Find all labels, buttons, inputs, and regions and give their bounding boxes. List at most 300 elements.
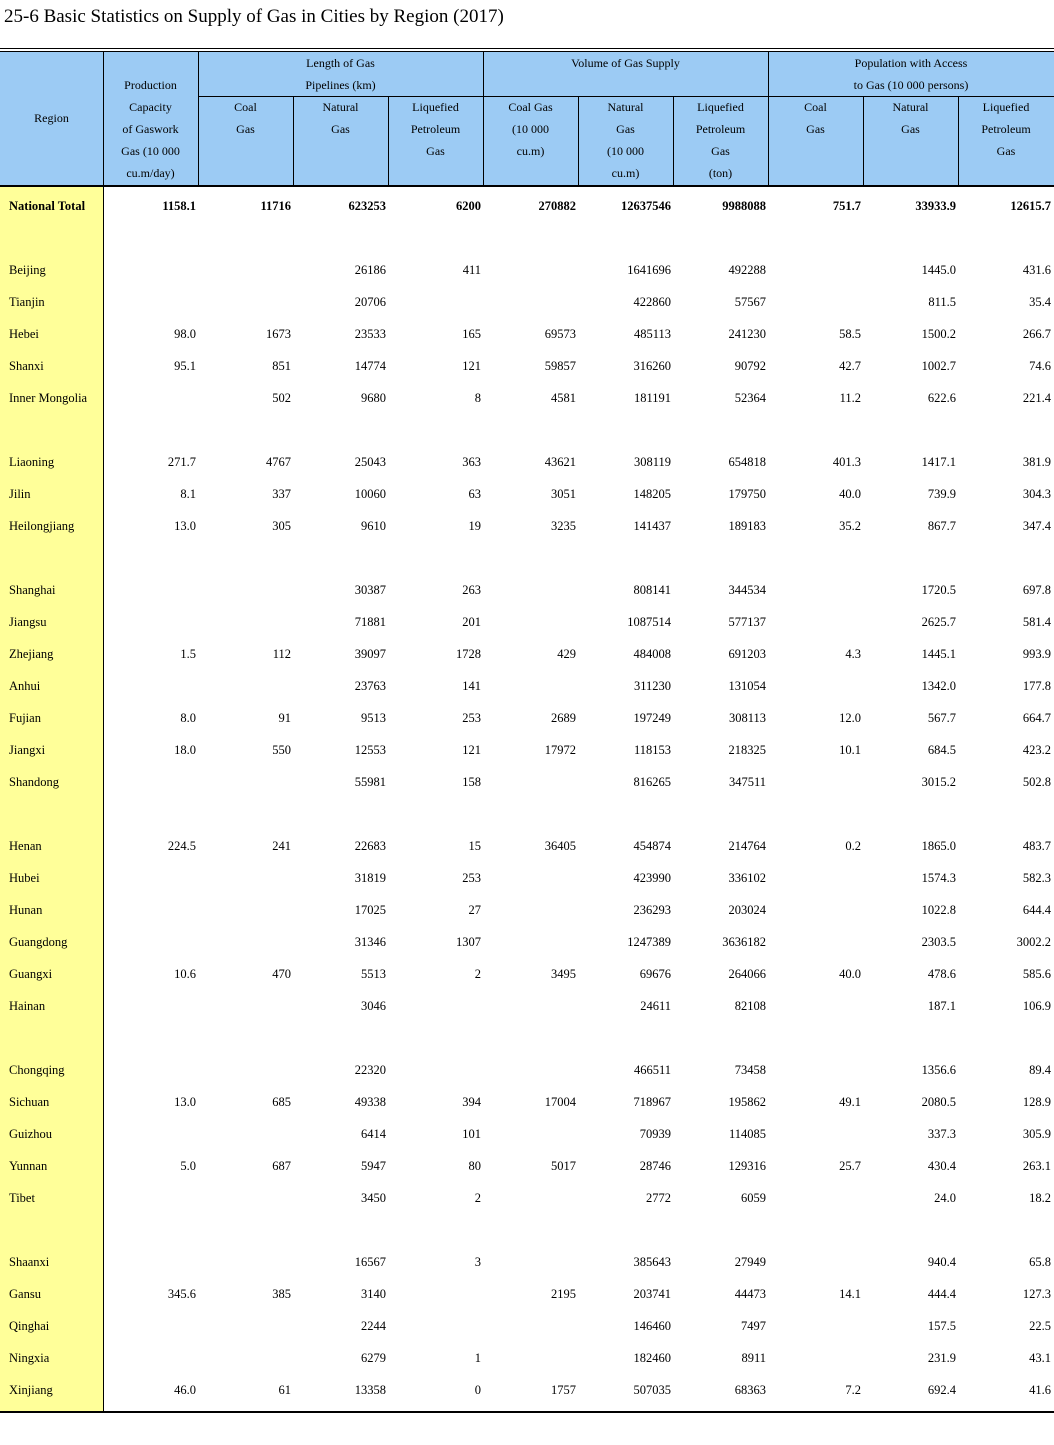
value-cell: 345.6 (167, 1287, 196, 1301)
value-cell: 231.9 (927, 1351, 956, 1365)
value-cell: 691203 (728, 647, 766, 661)
value-cell: 263.1 (1022, 1159, 1051, 1173)
value-cell: 8 (474, 391, 481, 405)
value-cell: 502.8 (1022, 775, 1051, 789)
table-row (0, 515, 1054, 537)
value-cell: 10.1 (839, 743, 861, 757)
table-row (0, 867, 1054, 889)
value-cell: 195862 (728, 1095, 766, 1109)
value-cell: 1.5 (180, 647, 196, 661)
value-cell: 3450 (361, 1191, 386, 1205)
value-cell: 146460 (633, 1319, 671, 1333)
value-cell: 429 (557, 647, 576, 661)
header-supply-lpg (673, 96, 768, 184)
value-cell: 3046 (361, 999, 386, 1013)
header-line: cu.m) (516, 144, 545, 158)
table-row-national-total (0, 195, 1054, 217)
value-cell: 9988088 (722, 199, 766, 213)
value-cell: 1641696 (627, 263, 671, 277)
value-cell: 69676 (639, 967, 671, 981)
value-cell: 17972 (544, 743, 576, 757)
value-cell: 5513 (361, 967, 386, 981)
header-pop-coal (768, 96, 863, 140)
value-cell: 4767 (266, 455, 291, 469)
value-cell: 316260 (633, 359, 671, 373)
value-cell: 101 (462, 1127, 481, 1141)
value-cell: 65.8 (1029, 1255, 1051, 1269)
value-cell: 59857 (544, 359, 576, 373)
value-cell: 71881 (354, 615, 386, 629)
value-cell: 39097 (354, 647, 386, 661)
region-name: Heilongjiang (9, 519, 75, 533)
value-cell: 197249 (633, 711, 671, 725)
value-cell: 8911 (741, 1351, 766, 1365)
value-cell: 264066 (728, 967, 766, 981)
value-cell: 129316 (728, 1159, 766, 1173)
value-cell: 483.7 (1022, 839, 1051, 853)
value-cell: 4581 (551, 391, 576, 405)
value-cell: 13358 (354, 1383, 386, 1397)
value-cell: 271.7 (167, 455, 196, 469)
value-cell: 41.6 (1029, 1383, 1051, 1397)
value-cell: 0 (474, 1383, 481, 1397)
value-cell: 46.0 (174, 1383, 196, 1397)
region-name: Shandong (9, 775, 59, 789)
value-cell: 2689 (551, 711, 576, 725)
table-row (0, 483, 1054, 505)
value-cell: 344534 (728, 583, 766, 597)
value-cell: 347511 (728, 775, 766, 789)
value-cell: 57567 (734, 295, 766, 309)
value-cell: 12553 (354, 743, 386, 757)
value-cell: 423.2 (1022, 743, 1051, 757)
value-cell: 685 (272, 1095, 291, 1109)
table-row (0, 963, 1054, 985)
region-name: Shanghai (9, 583, 56, 597)
header-line: Coal Gas (508, 100, 553, 114)
value-cell: 2080.5 (921, 1095, 956, 1109)
value-cell: 381.9 (1022, 455, 1051, 469)
value-cell: 3002.2 (1016, 935, 1051, 949)
value-cell: 63 (468, 487, 481, 501)
value-cell: 69573 (544, 327, 576, 341)
header-line: Capacity (129, 100, 172, 114)
value-cell: 2772 (646, 1191, 671, 1205)
value-cell: 993.9 (1022, 647, 1051, 661)
region-name: Sichuan (9, 1095, 50, 1109)
value-cell: 1720.5 (921, 583, 956, 597)
value-cell: 8.0 (180, 711, 196, 725)
value-cell: 157.5 (927, 1319, 956, 1333)
value-cell: 177.8 (1022, 679, 1051, 693)
value-cell: 4.3 (845, 647, 861, 661)
header-line: Gas (616, 122, 635, 136)
header-line: Petroleum (410, 122, 461, 136)
value-cell: 36405 (544, 839, 576, 853)
region-name: Shaanxi (9, 1255, 50, 1269)
region-name: Fujian (9, 711, 41, 725)
value-cell: 1158.1 (162, 199, 196, 213)
region-name: National Total (9, 199, 86, 213)
value-cell: 1445.1 (921, 647, 956, 661)
value-cell: 13.0 (174, 1095, 196, 1109)
header-line: Natural (607, 100, 644, 114)
value-cell: 1673 (266, 327, 291, 341)
value-cell: 867.7 (927, 519, 956, 533)
value-cell: 31346 (354, 935, 386, 949)
region-name: Beijing (9, 263, 46, 277)
region-name: Jiangsu (9, 615, 47, 629)
value-cell: 114085 (728, 1127, 766, 1141)
value-cell: 49.1 (839, 1095, 861, 1109)
value-cell: 347.4 (1022, 519, 1051, 533)
value-cell: 40.0 (839, 967, 861, 981)
table-row (0, 291, 1054, 313)
value-cell: 15 (468, 839, 481, 853)
value-cell: 2303.5 (921, 935, 956, 949)
value-cell: 697.8 (1022, 583, 1051, 597)
value-cell: 940.4 (927, 1255, 956, 1269)
value-cell: 6059 (741, 1191, 766, 1205)
header-pipe-natural (293, 96, 388, 140)
header-line: Gas (236, 122, 255, 136)
value-cell: 13.0 (174, 519, 196, 533)
value-cell: 40.0 (839, 487, 861, 501)
value-cell: 363 (462, 455, 481, 469)
region-name: Qinghai (9, 1319, 50, 1333)
value-cell: 90792 (734, 359, 766, 373)
value-cell: 470 (272, 967, 291, 981)
value-cell: 6200 (456, 199, 481, 213)
value-cell: 121 (462, 743, 481, 757)
value-cell: 739.9 (927, 487, 956, 501)
value-cell: 3235 (551, 519, 576, 533)
value-cell: 121 (462, 359, 481, 373)
header-line: Coal (234, 100, 257, 114)
value-cell: 22.5 (1029, 1319, 1051, 1333)
value-cell: 82108 (734, 999, 766, 1013)
value-cell: 112 (272, 647, 291, 661)
value-cell: 1022.8 (921, 903, 956, 917)
value-cell: 305.9 (1022, 1127, 1051, 1141)
region-name: Xinjiang (9, 1383, 53, 1397)
value-cell: 241230 (728, 327, 766, 341)
value-cell: 18.0 (174, 743, 196, 757)
table-row (0, 1091, 1054, 1113)
value-cell: 8.1 (180, 487, 196, 501)
value-cell: 203024 (728, 903, 766, 917)
value-cell: 492288 (728, 263, 766, 277)
region-name: Shanxi (9, 359, 44, 373)
value-cell: 241 (272, 839, 291, 853)
value-cell: 22320 (354, 1063, 386, 1077)
header-line: Length of Gas (306, 56, 375, 70)
value-cell: 9610 (361, 519, 386, 533)
value-cell: 12615.7 (1010, 199, 1051, 213)
value-cell: 218325 (728, 743, 766, 757)
value-cell: 214764 (728, 839, 766, 853)
header-supply-natural (578, 96, 673, 184)
value-cell: 3051 (551, 487, 576, 501)
table-row (0, 771, 1054, 793)
value-cell: 58.5 (839, 327, 861, 341)
value-cell: 454874 (633, 839, 671, 853)
region-name: Guizhou (9, 1127, 53, 1141)
header-line: Pipelines (km) (305, 78, 376, 92)
value-cell: 19 (468, 519, 481, 533)
header-pipe-coal (198, 96, 293, 140)
table-row (0, 451, 1054, 473)
value-cell: 128.9 (1022, 1095, 1051, 1109)
value-cell: 2244 (361, 1319, 386, 1333)
value-cell: 582.3 (1022, 871, 1051, 885)
value-cell: 221.4 (1022, 391, 1051, 405)
value-cell: 2625.7 (921, 615, 956, 629)
table-row (0, 835, 1054, 857)
region-name: Jilin (9, 487, 31, 501)
value-cell: 14.1 (839, 1287, 861, 1301)
value-cell: 33933.9 (915, 199, 956, 213)
value-cell: 394 (462, 1095, 481, 1109)
value-cell: 444.4 (927, 1287, 956, 1301)
value-cell: 5947 (361, 1159, 386, 1173)
region-name: Hainan (9, 999, 46, 1013)
value-cell: 385643 (633, 1255, 671, 1269)
header-bottom-line (0, 185, 1054, 187)
value-cell: 17004 (544, 1095, 576, 1109)
header-line: (10 000 (607, 144, 644, 158)
table-row (0, 1187, 1054, 1209)
value-cell: 253 (462, 871, 481, 885)
value-cell: 1 (474, 1351, 481, 1365)
header-line: Gas (996, 144, 1016, 158)
value-cell: 25043 (354, 455, 386, 469)
value-cell: 478.6 (927, 967, 956, 981)
table-row (0, 931, 1054, 953)
value-cell: 423990 (633, 871, 671, 885)
value-cell: 158 (462, 775, 481, 789)
value-cell: 1002.7 (921, 359, 956, 373)
value-cell: 23763 (354, 679, 386, 693)
region-name: Zhejiang (9, 647, 54, 661)
value-cell: 1087514 (627, 615, 671, 629)
header-line: Gas (10 000 (121, 144, 180, 158)
region-name: Jiangxi (9, 743, 46, 757)
value-cell: 5017 (551, 1159, 576, 1173)
region-name: Anhui (9, 679, 41, 693)
value-cell: 816265 (633, 775, 671, 789)
value-cell: 337 (272, 487, 291, 501)
value-cell: 253 (462, 711, 481, 725)
region-name: Guangdong (9, 935, 68, 949)
value-cell: 422860 (633, 295, 671, 309)
table-row (0, 1059, 1054, 1081)
value-cell: 27949 (734, 1255, 766, 1269)
value-cell: 44473 (734, 1287, 766, 1301)
value-cell: 70939 (639, 1127, 671, 1141)
value-cell: 1342.0 (921, 679, 956, 693)
value-cell: 808141 (633, 583, 671, 597)
value-cell: 42.7 (839, 359, 861, 373)
value-cell: 181191 (633, 391, 671, 405)
value-cell: 95.1 (174, 359, 196, 373)
value-cell: 644.4 (1022, 903, 1051, 917)
value-cell: 141437 (633, 519, 671, 533)
value-cell: 91 (278, 711, 291, 725)
value-cell: 24.0 (934, 1191, 956, 1205)
value-cell: 106.9 (1022, 999, 1051, 1013)
value-cell: 12637546 (621, 199, 671, 213)
table-row (0, 1347, 1054, 1369)
region-name: Hunan (9, 903, 43, 917)
value-cell: 484008 (633, 647, 671, 661)
header-line: to Gas (10 000 persons) (853, 78, 969, 92)
header-line: Natural (892, 100, 929, 114)
value-cell: 1500.2 (921, 327, 956, 341)
region-name: Ningxia (9, 1351, 50, 1365)
value-cell: 401.3 (832, 455, 861, 469)
table-row (0, 1251, 1054, 1273)
value-cell: 5.0 (180, 1159, 196, 1173)
value-cell: 12.0 (839, 711, 861, 725)
value-cell: 266.7 (1022, 327, 1051, 341)
value-cell: 20706 (354, 295, 386, 309)
value-cell: 577137 (728, 615, 766, 629)
value-cell: 118153 (633, 743, 671, 757)
value-cell: 270882 (538, 199, 576, 213)
value-cell: 22683 (354, 839, 386, 853)
table-row (0, 355, 1054, 377)
value-cell: 622.6 (927, 391, 956, 405)
header-line: Natural (322, 100, 359, 114)
value-cell: 6279 (361, 1351, 386, 1365)
value-cell: 55981 (354, 775, 386, 789)
value-cell: 98.0 (174, 327, 196, 341)
value-cell: 2195 (551, 1287, 576, 1301)
value-cell: 236293 (633, 903, 671, 917)
value-cell: 623253 (348, 199, 386, 213)
value-cell: 27 (468, 903, 481, 917)
value-cell: 692.4 (927, 1383, 956, 1397)
value-cell: 141 (462, 679, 481, 693)
value-cell: 466511 (633, 1063, 671, 1077)
region-name: Gansu (9, 1287, 41, 1301)
value-cell: 567.7 (927, 711, 956, 725)
value-cell: 61 (278, 1383, 291, 1397)
value-cell: 89.4 (1029, 1063, 1051, 1077)
value-cell: 165 (462, 327, 481, 341)
table-row (0, 675, 1054, 697)
value-cell: 654818 (728, 455, 766, 469)
value-cell: 74.6 (1029, 359, 1051, 373)
header-line: of Gaswork (122, 122, 179, 136)
value-cell: 189183 (728, 519, 766, 533)
value-cell: 148205 (633, 487, 671, 501)
value-cell: 1307 (456, 935, 481, 949)
table-row (0, 995, 1054, 1017)
value-cell: 3140 (361, 1287, 386, 1301)
header-production (103, 74, 198, 184)
value-cell: 1247389 (627, 935, 671, 949)
header-line: Petroleum (695, 122, 746, 136)
value-cell: 80 (468, 1159, 481, 1173)
value-cell: 9680 (361, 391, 386, 405)
region-name: Yunnan (9, 1159, 48, 1173)
value-cell: 336102 (728, 871, 766, 885)
header-line: Production (124, 78, 177, 92)
value-cell: 305 (272, 519, 291, 533)
value-cell: 30387 (354, 583, 386, 597)
value-cell: 751.7 (832, 199, 861, 213)
value-cell: 201 (462, 615, 481, 629)
value-cell: 49338 (354, 1095, 386, 1109)
region-name: Tibet (9, 1191, 35, 1205)
header-supply-group: Volume of Gas Supply (571, 56, 680, 70)
value-cell: 224.5 (167, 839, 196, 853)
value-cell: 11.2 (839, 391, 861, 405)
region-name: Chongqing (9, 1063, 65, 1077)
value-cell: 664.7 (1022, 711, 1051, 725)
value-cell: 131054 (728, 679, 766, 693)
value-cell: 0.2 (845, 839, 861, 853)
value-cell: 23533 (354, 327, 386, 341)
value-cell: 684.5 (927, 743, 956, 757)
table-row (0, 387, 1054, 409)
header-line: Liquefied (412, 100, 459, 114)
header-line: cu.m/day) (126, 166, 175, 180)
value-cell: 550 (272, 743, 291, 757)
value-cell: 179750 (728, 487, 766, 501)
value-cell: 3 (474, 1255, 481, 1269)
table-row (0, 611, 1054, 633)
top-rule (0, 48, 1054, 49)
region-name: Liaoning (9, 455, 55, 469)
value-cell: 6414 (361, 1127, 386, 1141)
value-cell: 385 (272, 1287, 291, 1301)
header-pop-lpg (958, 96, 1054, 162)
value-cell: 1356.6 (921, 1063, 956, 1077)
region-name: Hubei (9, 871, 40, 885)
header-pipelines-group (198, 52, 483, 96)
value-cell: 411 (462, 263, 481, 277)
value-cell: 11716 (260, 199, 291, 213)
value-cell: 35.4 (1029, 295, 1051, 309)
table-row (0, 579, 1054, 601)
value-cell: 585.6 (1022, 967, 1051, 981)
header-line: Petroleum (981, 122, 1031, 136)
value-cell: 308119 (633, 455, 671, 469)
value-cell: 308113 (728, 711, 766, 725)
value-cell: 431.6 (1022, 263, 1051, 277)
region-name: Henan (9, 839, 42, 853)
value-cell: 3015.2 (921, 775, 956, 789)
header-supply-coal (483, 96, 578, 162)
header-region: Region (34, 111, 69, 125)
value-cell: 1445.0 (921, 263, 956, 277)
table-row (0, 1315, 1054, 1337)
table-row (0, 323, 1054, 345)
value-cell: 687 (272, 1159, 291, 1173)
value-cell: 3636182 (722, 935, 766, 949)
value-cell: 52364 (734, 391, 766, 405)
value-cell: 7.2 (845, 1383, 861, 1397)
value-cell: 127.3 (1022, 1287, 1051, 1301)
value-cell: 18.2 (1029, 1191, 1051, 1205)
header-pop-natural (863, 96, 958, 140)
value-cell: 43621 (544, 455, 576, 469)
value-cell: 263 (462, 583, 481, 597)
value-cell: 1574.3 (921, 871, 956, 885)
